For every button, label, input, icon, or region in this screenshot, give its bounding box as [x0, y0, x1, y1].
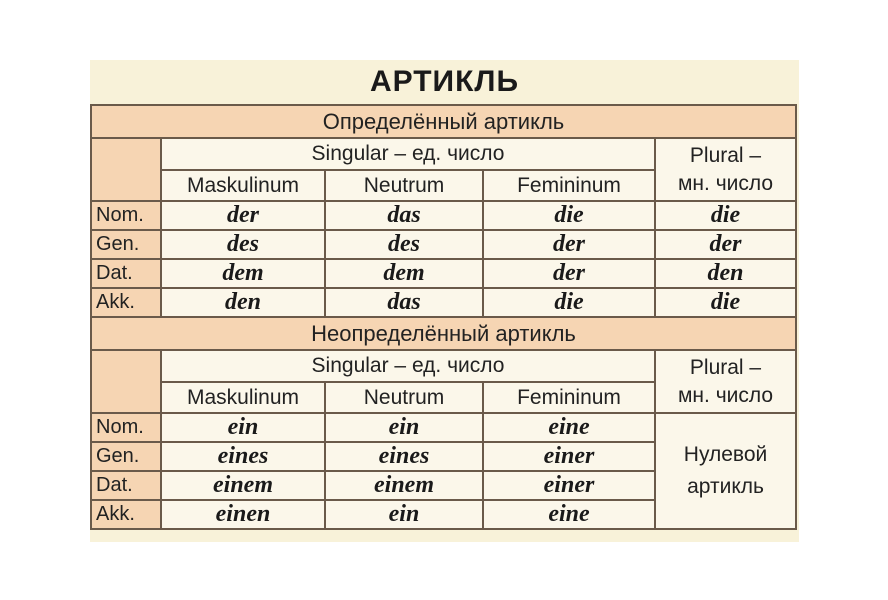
indefinite-plural-label [655, 350, 796, 413]
indefinite-section-row [91, 317, 796, 350]
case-label: Nom. [91, 413, 161, 442]
definite-heading: Определённый артикль [91, 105, 796, 138]
definite-plural-label-line2: мн. число [677, 171, 774, 195]
case-label: Akk. [91, 288, 161, 317]
article-cell: des [325, 230, 483, 259]
indefinite-corner [91, 350, 161, 413]
article-cell: der [483, 230, 655, 259]
definite-plural-label [655, 138, 796, 201]
article-cell: das [325, 288, 483, 317]
case-label: Akk. [91, 500, 161, 529]
article-cell: einer [483, 471, 655, 500]
article-cell: dem [325, 259, 483, 288]
article-cell: eines [325, 442, 483, 471]
case-label: Gen. [91, 442, 161, 471]
chart-title: АРТИКЛЬ [369, 65, 520, 98]
article-cell: einem [161, 471, 325, 500]
article-cell: ein [325, 413, 483, 442]
indefinite-gender-mask: Maskulinum [161, 382, 325, 413]
article-cell: ein [161, 413, 325, 442]
article-cell: ein [325, 500, 483, 529]
indefinite-header-row [91, 350, 796, 382]
article-cell: einem [325, 471, 483, 500]
indefinite-plural-value [655, 413, 796, 529]
definite-gender-neut: Neutrum [325, 170, 483, 201]
definite-row-dat [91, 259, 796, 288]
indefinite-plural-label-line2: мн. число [677, 383, 774, 407]
article-cell: der [161, 201, 325, 230]
article-cell: eine [483, 413, 655, 442]
article-cell: einer [483, 442, 655, 471]
article-cell: dem [161, 259, 325, 288]
article-cell: des [161, 230, 325, 259]
article-cell: die [483, 201, 655, 230]
indefinite-row-nom [91, 413, 796, 442]
article-cell: den [655, 259, 796, 288]
indefinite-gender-neut: Neutrum [325, 382, 483, 413]
indefinite-plural-label-line1: Plural – [689, 355, 762, 379]
null-article-line2: артикль [687, 475, 764, 498]
case-label: Dat. [91, 471, 161, 500]
indefinite-gender-fem: Femininum [483, 382, 655, 413]
article-cell: das [325, 201, 483, 230]
article-cell: die [655, 288, 796, 317]
article-cell: eines [161, 442, 325, 471]
article-cell: die [483, 288, 655, 317]
article-cell: der [483, 259, 655, 288]
article-cell: die [655, 201, 796, 230]
definite-row-akk [91, 288, 796, 317]
article-cell: einen [161, 500, 325, 529]
article-cell: eine [483, 500, 655, 529]
case-label: Dat. [91, 259, 161, 288]
definite-row-gen [91, 230, 796, 259]
article-cell: den [161, 288, 325, 317]
indefinite-singular-label: Singular – ед. число [161, 350, 655, 382]
definite-section-row [91, 105, 796, 138]
indefinite-heading: Неопределённый артикль [91, 317, 796, 350]
article-table [90, 104, 797, 530]
case-label: Nom. [91, 201, 161, 230]
definite-plural-label-line1: Plural – [689, 143, 762, 167]
case-label: Gen. [91, 230, 161, 259]
definite-header-row [91, 138, 796, 170]
article-chart [90, 60, 799, 542]
definite-row-nom [91, 201, 796, 230]
definite-singular-label: Singular – ед. число [161, 138, 655, 170]
definite-corner [91, 138, 161, 201]
article-cell: der [655, 230, 796, 259]
definite-gender-mask: Maskulinum [161, 170, 325, 201]
null-article-line1: Нулевой [683, 443, 768, 466]
definite-gender-fem: Femininum [483, 170, 655, 201]
